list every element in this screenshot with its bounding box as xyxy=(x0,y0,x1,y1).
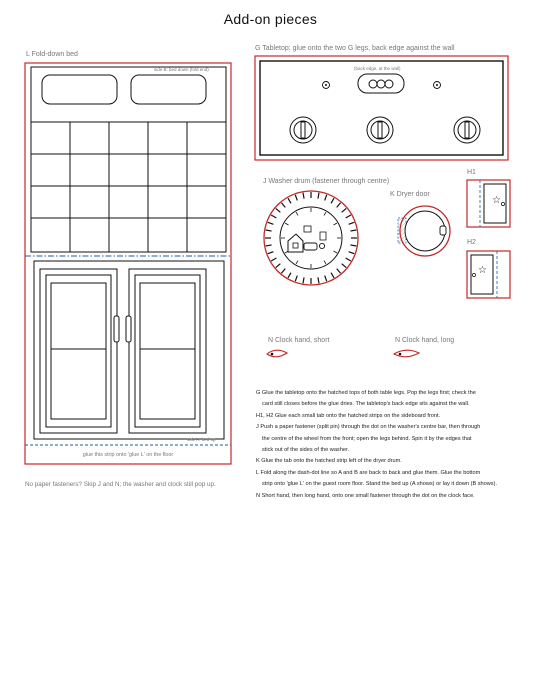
clock-long-label: N Clock hand, long xyxy=(395,337,455,344)
burner-middle xyxy=(367,117,393,143)
glue-strip-label: glue this strip onto 'glue L' on the floor xyxy=(82,452,174,458)
instruction-line: N Short hand, then long hand, onto one small fastener through the dot on the clock face. xyxy=(256,492,475,499)
clock-hand-long xyxy=(394,350,419,357)
dryer-door xyxy=(398,206,450,256)
instructions xyxy=(256,388,538,502)
h1-piece xyxy=(467,180,510,227)
clock-short-label: N Clock hand, short xyxy=(268,337,330,344)
clock-hand-short xyxy=(267,350,287,357)
washer-drum xyxy=(264,191,358,285)
h1-label: H1 xyxy=(467,169,476,176)
h2-piece xyxy=(467,251,510,298)
bed-label: L Fold-down bed xyxy=(26,51,78,58)
instruction-line: card still closes before the glue dries. The tabletop's back edge sits against the wall. xyxy=(262,401,470,408)
bed-side-b xyxy=(31,67,226,252)
dryer-label: K Dryer door xyxy=(390,191,430,198)
burner-left xyxy=(290,117,316,143)
tabletop-label: G Tabletop: glue onto the two G legs, back edge against the wall xyxy=(255,45,455,52)
tabletop-panel xyxy=(358,74,404,93)
burner-right xyxy=(454,117,480,143)
instruction-line: H1, H2 Glue each small tab onto the hatched strips on the sideboard front. xyxy=(256,412,441,419)
pillow-right xyxy=(131,75,206,104)
h2-label: H2 xyxy=(467,239,476,246)
dryer-handle xyxy=(440,226,446,235)
instruction-line: J Push a paper fastener (split pin) through the dot on the washer's centre bar, then through xyxy=(256,424,481,431)
instruction-line: L Fold along the dash-dot line so A and B are back to back and glue them. Glue the bottom xyxy=(256,469,481,476)
fold-down-bed xyxy=(25,63,231,464)
instruction-line: K Glue the tab onto the hatched strip left of the dryer drum. xyxy=(256,458,402,465)
star-icon: ☆ xyxy=(492,195,501,206)
blanket-grid xyxy=(31,122,226,252)
wardrobe-door-left xyxy=(40,269,117,433)
wardrobe-door-right xyxy=(129,269,206,433)
door-handle-right xyxy=(126,316,131,342)
instruction-line: strip onto 'glue L' on the guest room floor. Stand the bed up (A shows) or lay it down (B shows). xyxy=(262,481,498,488)
washer-label: J Washer drum (fastener through centre) xyxy=(263,178,390,185)
tabletop-piece xyxy=(255,56,508,160)
instruction-line: stick out of the sides of the washer. xyxy=(262,447,350,454)
instruction-line: G Glue the tabletop onto the hatched tops of both table legs. Pop the legs first; check the xyxy=(256,390,476,396)
bed-side-b-label: side B: bed down (fold end) xyxy=(154,67,209,72)
back-edge-label: (back edge, at the wall) xyxy=(354,66,401,71)
pillow-left xyxy=(42,75,117,104)
bed-side-a-label: side A: bed up xyxy=(187,437,216,442)
star-icon: ☆ xyxy=(478,265,487,276)
instruction-line: the centre of the wheel from the front; open the legs behind. Spin it by the edges that xyxy=(262,435,472,442)
page-title: Add-on pieces xyxy=(223,11,318,27)
fastener-note: No paper fasteners? Skip J and N; the washer and clock still pop up. xyxy=(25,481,216,488)
tabletop-cut-line xyxy=(255,56,508,160)
door-handle-left xyxy=(114,316,119,342)
dryer-window xyxy=(405,211,445,251)
